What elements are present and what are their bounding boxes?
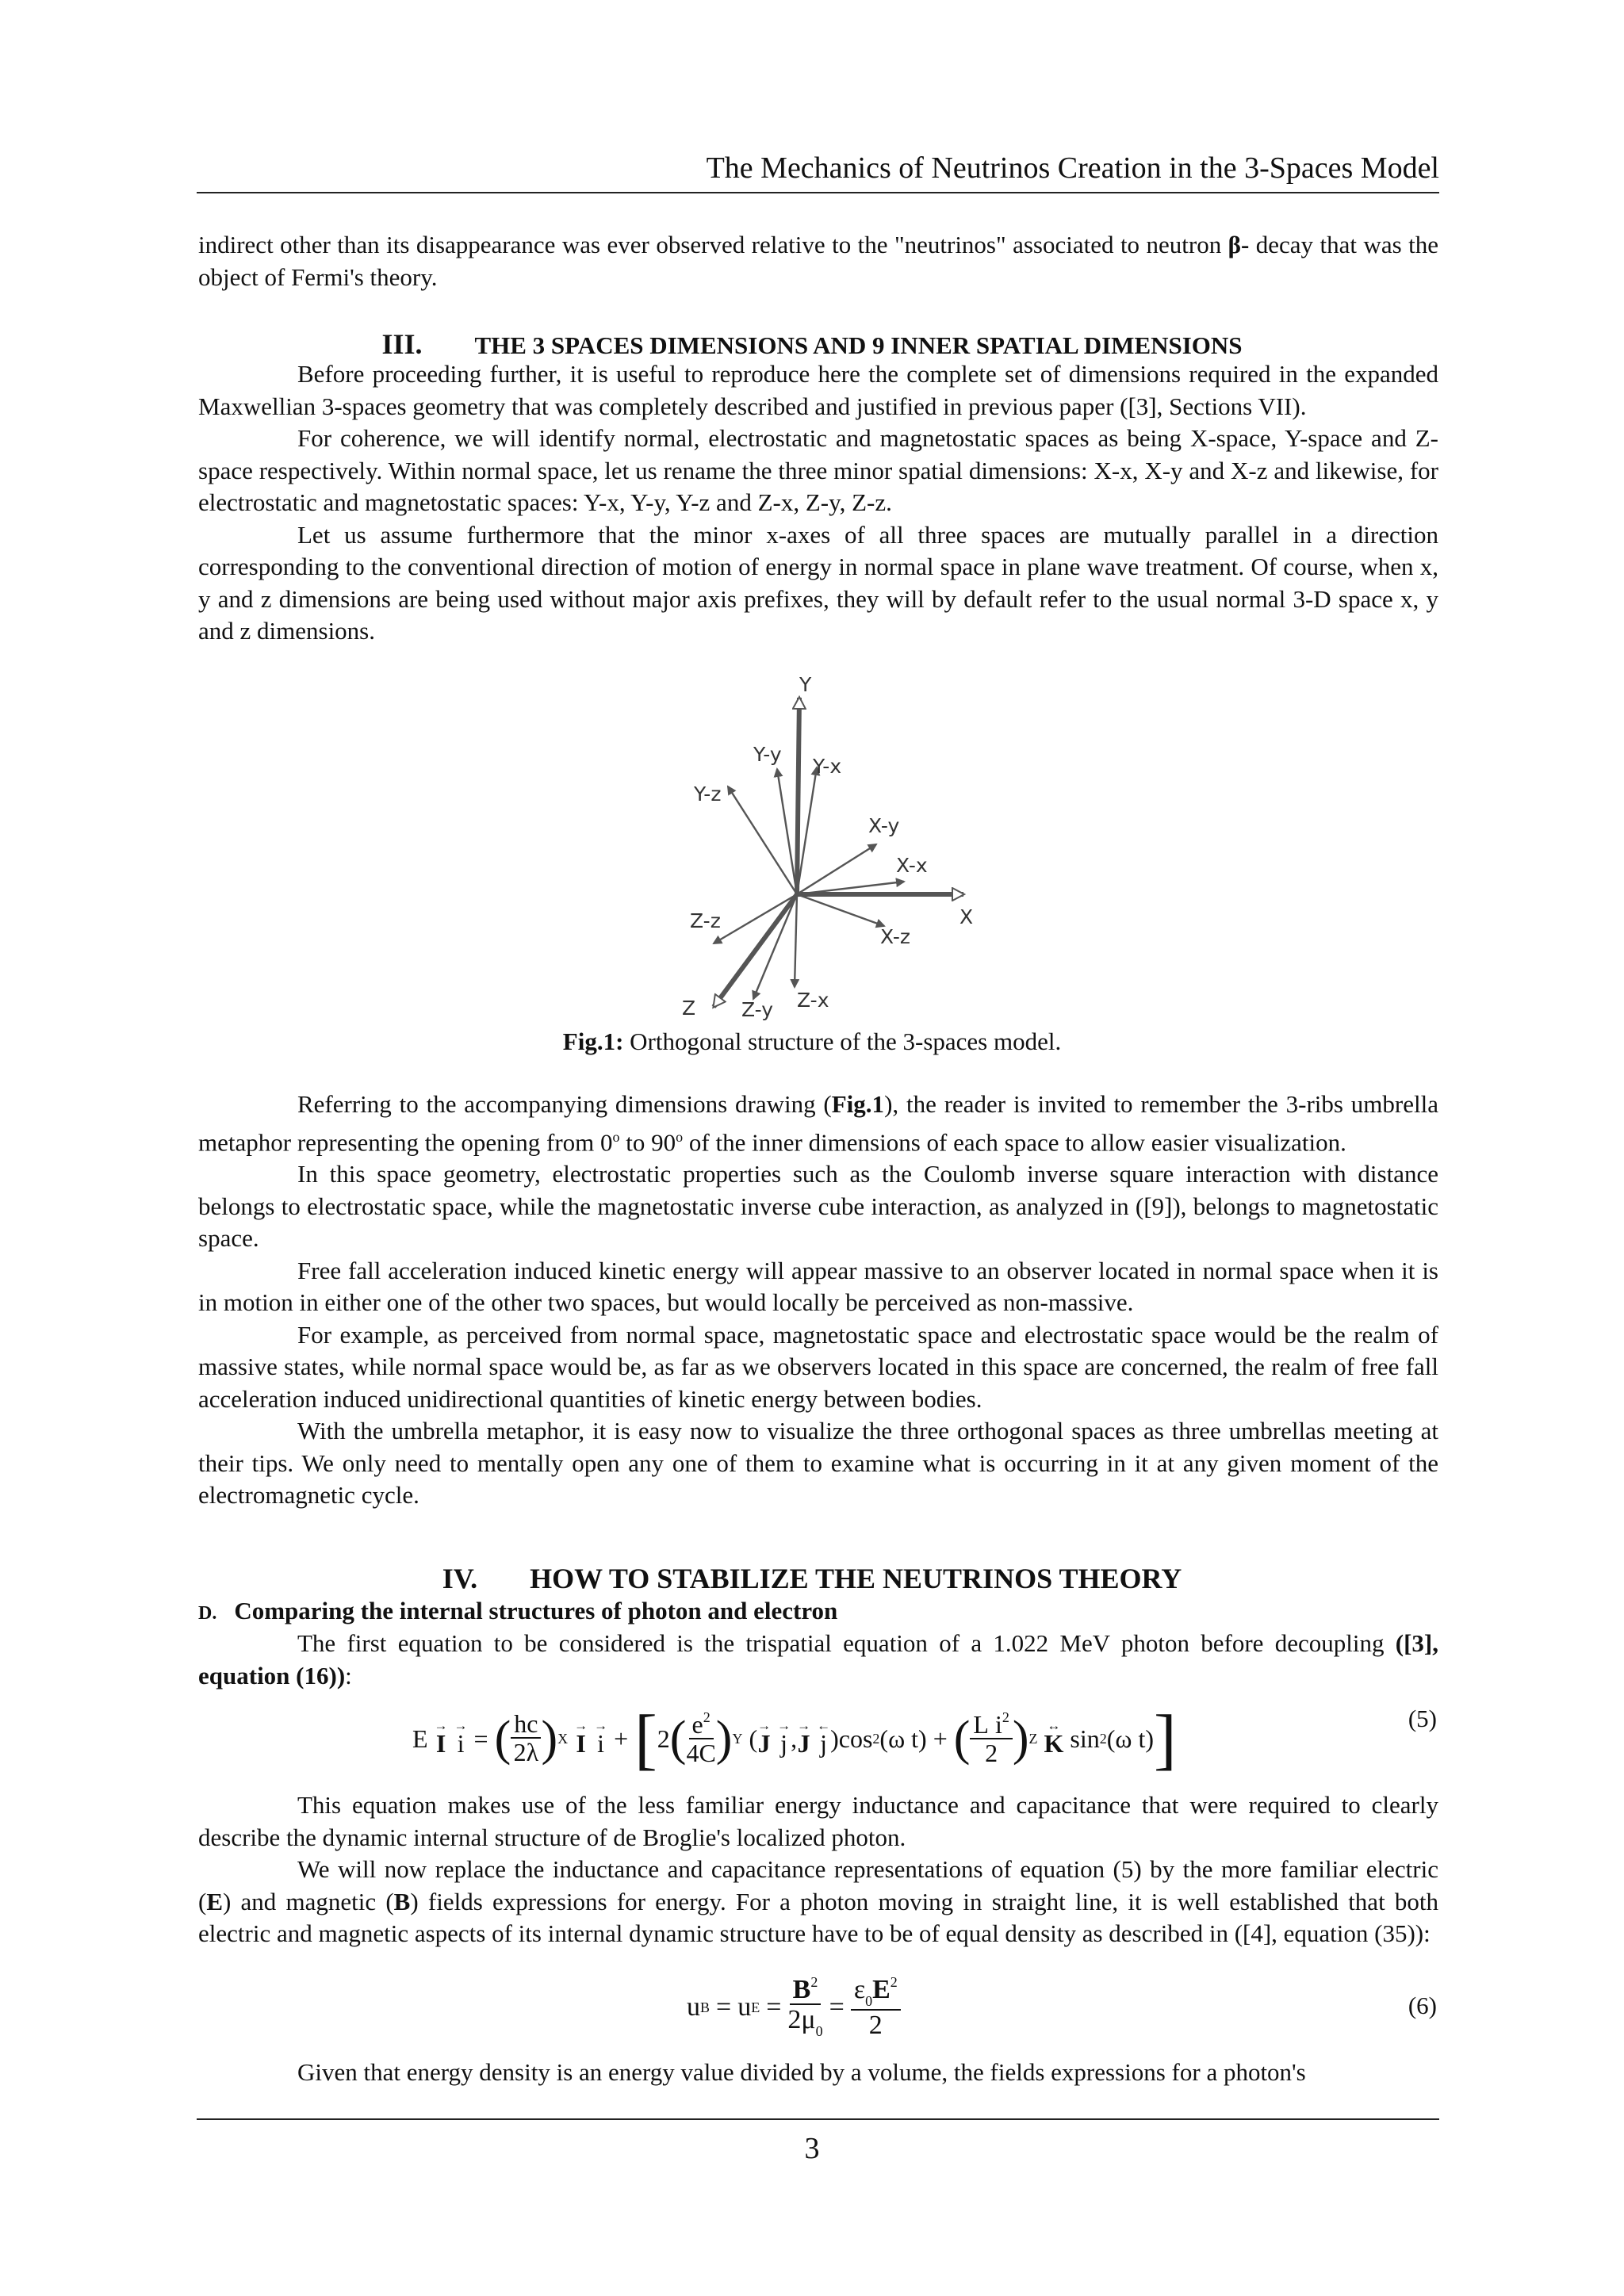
section-number: III. xyxy=(381,328,423,360)
paragraph: For example, as perceived from normal space, magnetostatic space and electrostatic space would be the realm of massive states, while normal space would be, as far as we observers located in this space are concerned, the realm of free fall acceleration induced unidirectional quantities of kinetic energy between bodies. xyxy=(198,1320,1438,1413)
paragraph: With the umbrella metaphor, it is easy now to visualize the three orthogonal spaces as three umbrellas meeting at their tips. We only need to mentally open any one of them to examine what is occurring in it at any given moment of the electromagnetic cycle. xyxy=(198,1417,1438,1510)
running-header: The Mechanics of Neutrinos Creation in the 3-Spaces Model xyxy=(706,151,1439,185)
label-Y-y: Y-y xyxy=(753,743,782,766)
label-X-y: X-y xyxy=(868,814,900,837)
footer-rule xyxy=(197,2118,1439,2120)
section-number: IV. xyxy=(442,1563,478,1594)
intro-text-end: decay that was the object of Fermi's theory. xyxy=(198,231,1438,291)
dimensions-figure xyxy=(666,674,999,1023)
label-Y: Y xyxy=(799,674,812,696)
section3-body xyxy=(198,358,1438,648)
z-x-arrow xyxy=(795,894,797,987)
section4-p1: The first equation to be considered is the trispatial equation of a 1.022 MeV photon before decoupling ([3], equation (16)): xyxy=(198,1629,1439,1689)
intro-paragraph xyxy=(198,229,1438,293)
section-heading-4 xyxy=(0,1562,1624,1595)
caption-text: Orthogonal structure of the 3-spaces model. xyxy=(623,1027,1062,1055)
label-Y-z: Y-z xyxy=(694,783,722,806)
z-axis-arrow xyxy=(714,894,797,1007)
section3-body-2 xyxy=(198,1089,1438,1512)
section-heading-3 xyxy=(0,327,1624,361)
label-Z-z: Z-z xyxy=(690,909,721,932)
z-z-arrow xyxy=(714,894,797,943)
y-axis-arrow xyxy=(797,698,799,894)
section4-body-end xyxy=(198,2057,1438,2089)
equation-number-5: (5) xyxy=(1408,1705,1437,1732)
header-rule xyxy=(197,192,1439,193)
paragraph: In this space geometry, electrostatic properties such as the Coulomb inverse square interaction with distance belongs to electrostatic space, while the magnetostatic inverse cube interaction, as analyzed in ([9]), belongs to magnetostatic space. xyxy=(198,1160,1438,1253)
subsection-title: Comparing the internal structures of photon and electron xyxy=(234,1597,838,1624)
paragraph: We will now replace the inductance and capacitance representations of equation (5) by the more familiar electric (E) and magnetic (B) fields expressions for energy. For a photon moving in straight line, it is well established that both electric and magnetic aspects of its internal dynamic structure have to be of equal density as described in ([4], equation (35)): xyxy=(198,1855,1438,1947)
label-Z-y: Z-y xyxy=(741,998,774,1021)
y-z-arrow xyxy=(728,786,797,894)
subsection-letter: D. xyxy=(198,1603,217,1624)
paragraph: Before proceeding further, it is useful to reproduce here the complete set of dimensions required in the expanded Maxwellian 3-spaces geometry that was completely described and justified in previous paper ([3], Sections VII). xyxy=(198,360,1438,420)
label-Z-x: Z-x xyxy=(797,989,829,1012)
paragraph: Given that energy density is an energy value divided by a volume, the fields expressions for a photon's xyxy=(297,2058,1306,2086)
paragraph: Referring to the accompanying dimensions drawing (Fig.1), the reader is invited to remember the 3-ribs umbrella metaphor representing the opening from 0$^o$ to 90$^o$ of the inner dimensions of each space to allow easier visualization. xyxy=(198,1090,1438,1156)
label-X-z: X-z xyxy=(880,925,911,948)
section4-body xyxy=(198,1789,1438,1950)
y-y-arrow xyxy=(777,769,797,894)
page-number: 3 xyxy=(804,2132,820,2165)
equation-5: E → I → i = ( $\frac{hc}{2\lambda}$ ) X → I → i + [ 2 ( $\frac{e^2}{4C}$ ) Y ( → J → j , → J ← j ) cos 2 (ω t) + ( $\frac{L i^2}{2}$ ) Z ↔ K sin 2 (ω t) ] xyxy=(412,1701,1177,1777)
paragraph: The first equation to be considered is the trispatial equation of a 1.022 MeV photon before decoupling xyxy=(297,1629,1385,1657)
x-z-arrow xyxy=(797,894,884,926)
subsection-heading xyxy=(198,1597,837,1625)
label-Y-x: Y-x xyxy=(813,755,842,778)
caption-label: Fig.1: xyxy=(562,1027,624,1055)
section-title: HOW TO STABILIZE THE NEUTRINOS THEORY xyxy=(530,1563,1182,1594)
equation-number-6: (6) xyxy=(1408,1992,1437,2019)
label-Z: Z xyxy=(682,997,696,1020)
paragraph: Let us assume furthermore that the minor x-axes of all three spaces are mutually parallel in a direction corresponding to the conventional direction of motion of energy in normal space in plane wave treatment. Of course, when x, y and z dimensions are being used without major axis prefixes, they will by default refer to the usual normal 3-D space x, y and z dimensions. xyxy=(198,520,1438,645)
intro-text: indirect other than its disappearance was ever observed relative to the "neutrinos" associated to neutron xyxy=(198,231,1228,258)
label-X-x: X-x xyxy=(896,854,928,877)
label-X: X xyxy=(959,905,974,928)
equation-6: u B = u E = $\frac{B^2}{2\mu_0}$ = $\frac{\varepsilon_0E^2}{2}$ xyxy=(687,1968,901,2047)
figure-caption xyxy=(0,1027,1624,1056)
equation-reference: ([3], equation (16)) xyxy=(198,1629,1439,1689)
paragraph: For coherence, we will identify normal, electrostatic and magnetostatic spaces as being X-space, Y-space and Z-space respectively. Within normal space, let us rename the three minor spatial dimensions: X-x, X-y and X-z and likewise, for electrostatic and magnetostatic spaces: Y-x, Y-y, Y-z and Z-x, Z-y, Z-z. xyxy=(198,424,1438,516)
paragraph: Free fall acceleration induced kinetic energy will appear massive to an observer located in normal space when it is in motion in either one of the other two spaces, but would locally be perceived as non-massive. xyxy=(198,1256,1438,1317)
paragraph: This equation makes use of the less familiar energy inductance and capacitance that were required to clearly describe the dynamic internal structure of de Broglie's localized photon. xyxy=(198,1791,1438,1851)
beta-symbol: β- xyxy=(1228,231,1250,258)
section-title: THE 3 SPACES DIMENSIONS AND 9 INNER SPATIAL DIMENSIONS xyxy=(474,331,1243,359)
